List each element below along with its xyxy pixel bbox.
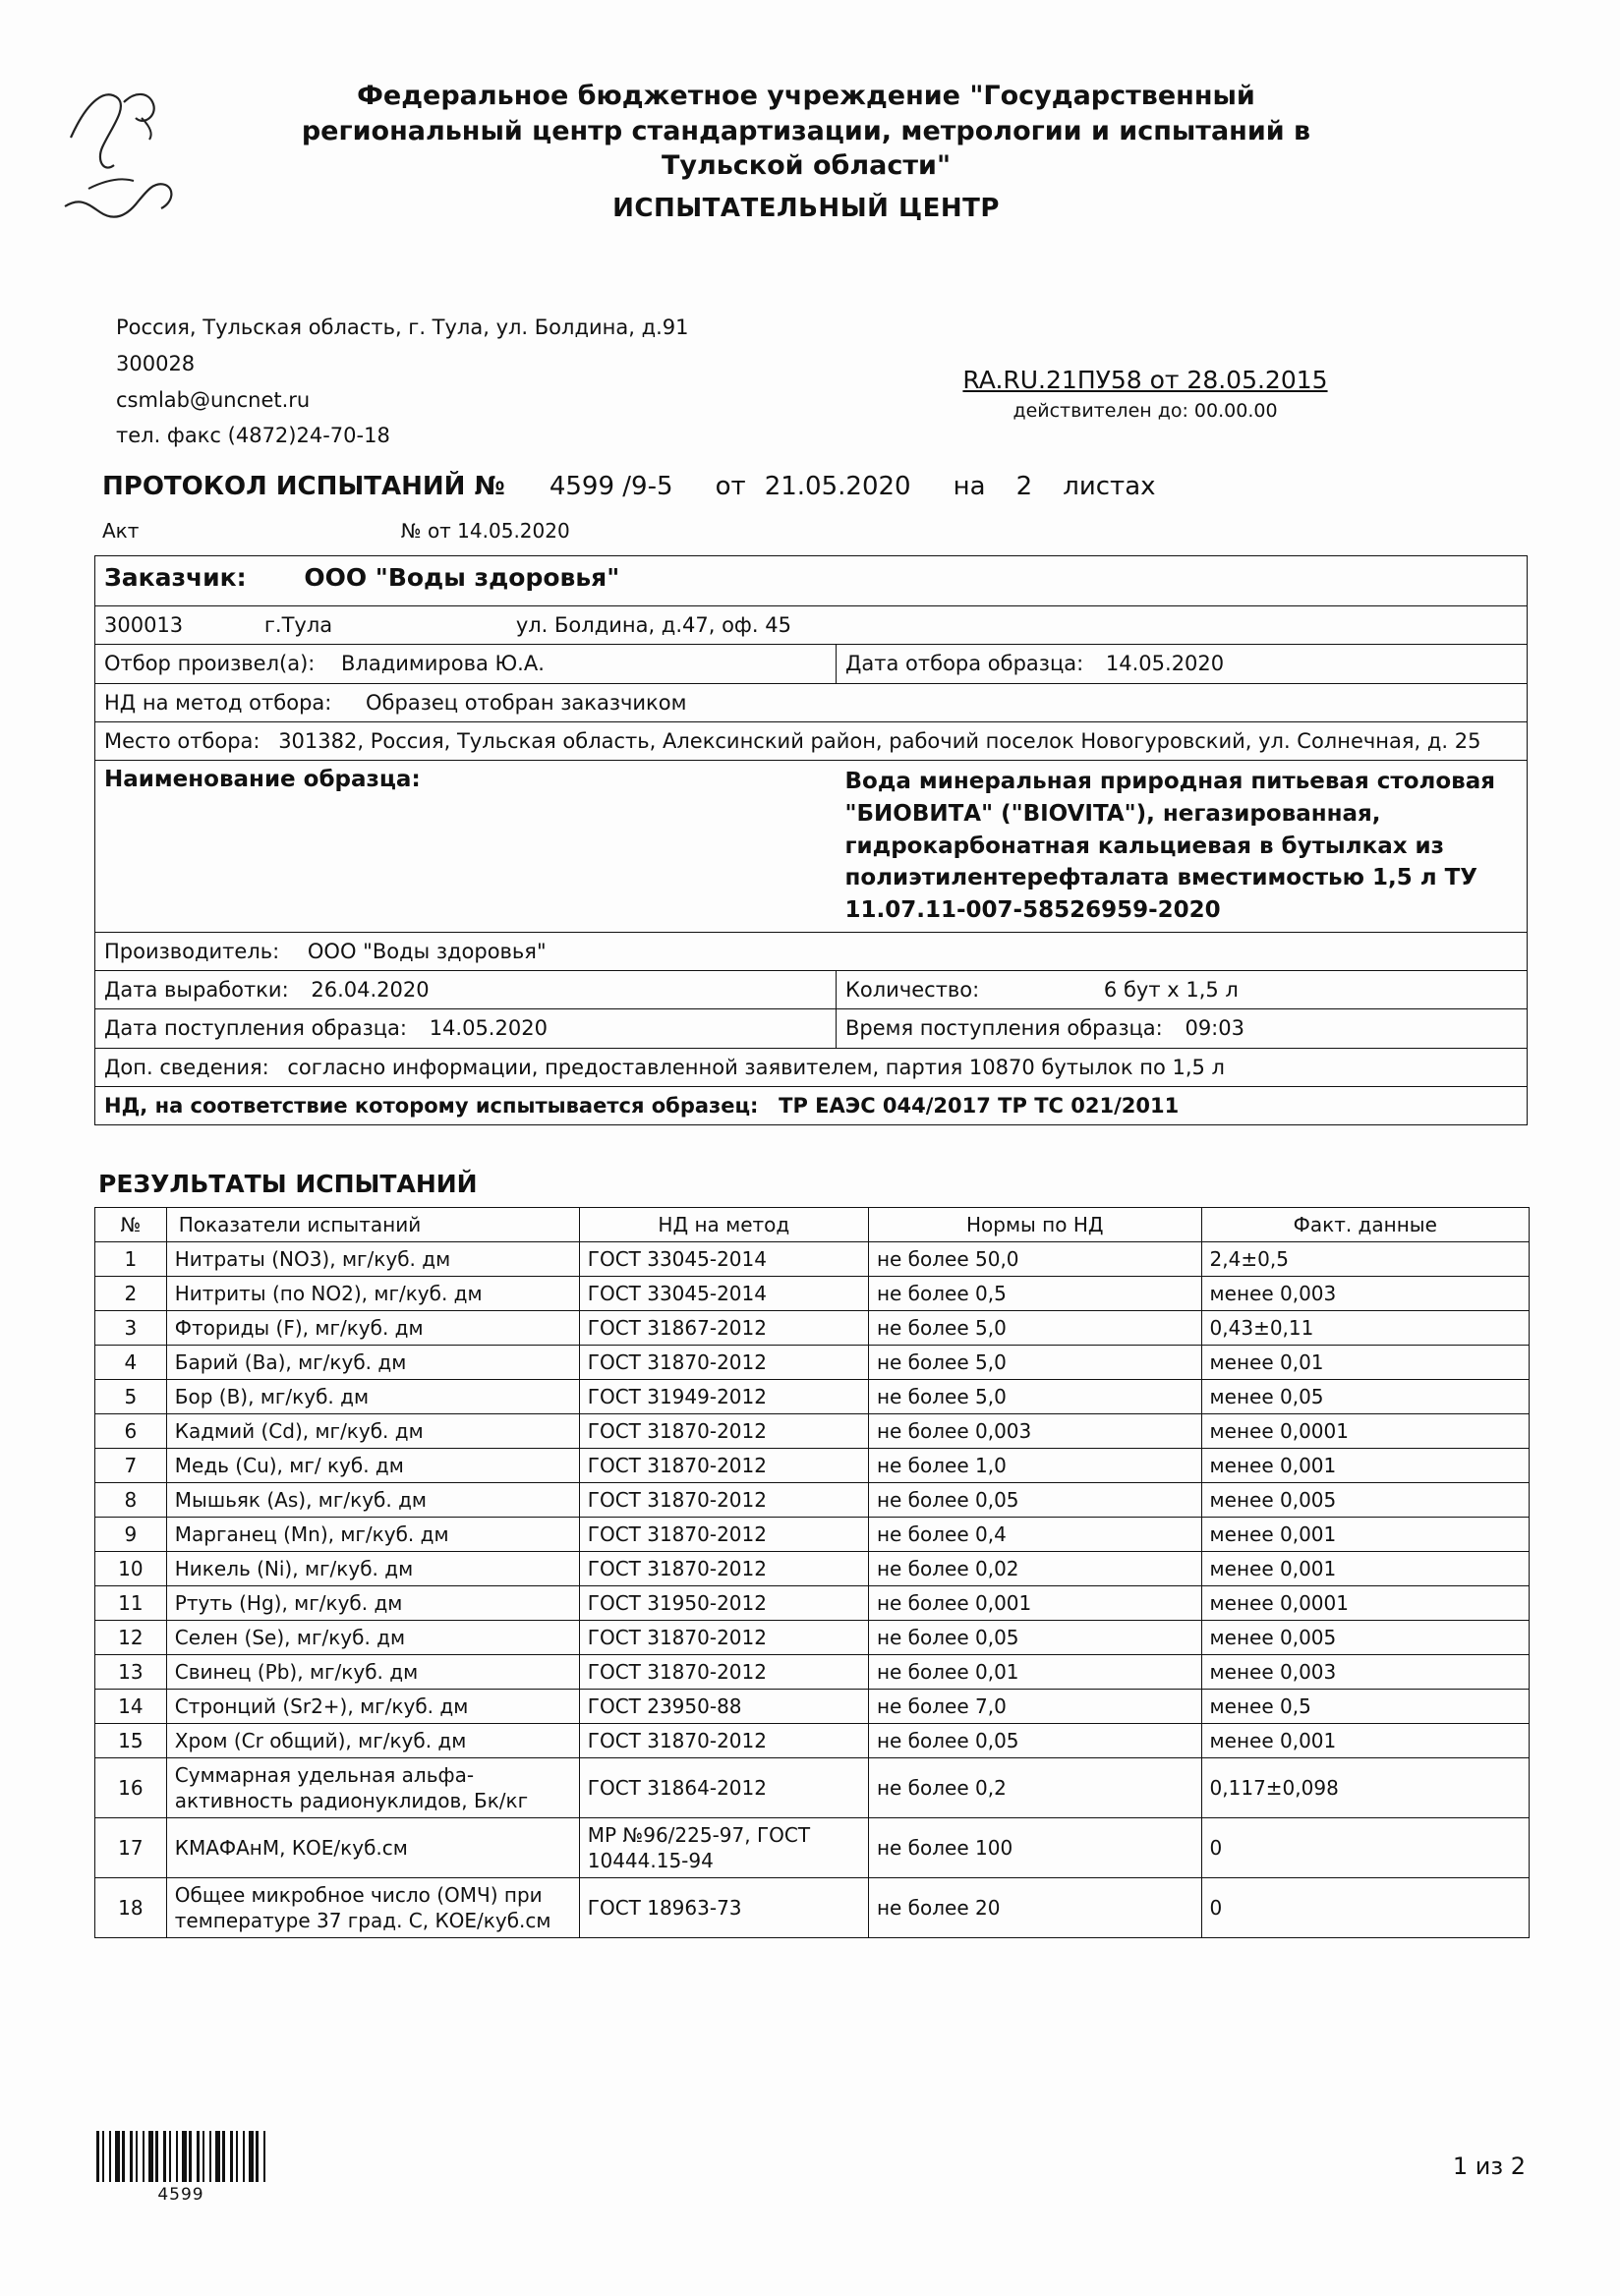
- cell-idx: 4: [95, 1346, 167, 1380]
- column-header-norm: Нормы по НД: [868, 1208, 1201, 1242]
- cell-name: Селен (Se), мг/куб. дм: [166, 1621, 579, 1655]
- cell-norm: не более 100: [868, 1818, 1201, 1878]
- cell-fact: менее 0,0001: [1201, 1586, 1529, 1621]
- cell-name: Фториды (F), мг/куб. дм: [166, 1311, 579, 1346]
- table-row: [95, 1758, 1530, 1818]
- arrival-date-label: Дата поступления образца:: [104, 1016, 407, 1041]
- cell-name: Марганец (Mn), мг/куб. дм: [166, 1518, 579, 1552]
- address-block: [116, 310, 688, 454]
- cell-idx: 14: [95, 1690, 167, 1724]
- cell-name: Свинец (Pb), мг/куб. дм: [166, 1655, 579, 1690]
- cell-name: Бор (B), мг/куб. дм: [166, 1380, 579, 1414]
- cell-norm: не более 0,02: [868, 1552, 1201, 1586]
- table-row: [95, 1878, 1530, 1938]
- nd-method-value: Образец отобран заказчиком: [366, 690, 687, 715]
- cell-name: Стронций (Sr2+), мг/куб. дм: [166, 1690, 579, 1724]
- org-line-3: Тульской области": [661, 150, 952, 182]
- protocol-date-prefix: от: [715, 472, 746, 501]
- table-row: [95, 1724, 1530, 1758]
- cell-name: Нитраты (NO3), мг/куб. дм: [166, 1242, 579, 1277]
- barcode-number: 4599: [157, 2185, 204, 2205]
- extra-label: Доп. сведения:: [104, 1055, 269, 1079]
- sample-name-label: Наименование образца:: [104, 767, 421, 793]
- cell-norm: не более 1,0: [868, 1449, 1201, 1483]
- place-label: Место отбора:: [104, 729, 260, 754]
- protocol-sheets: 2: [1015, 472, 1033, 501]
- cell-name: КМАФАнМ, КОЕ/куб.см: [166, 1818, 579, 1878]
- cell-name: Суммарная удельная альфа-активность радионуклидов, Бк/кг: [166, 1758, 579, 1818]
- cell-norm: не более 0,003: [868, 1414, 1201, 1449]
- customer-city: г.Тула: [263, 613, 333, 637]
- arrival-time-label: Время поступления образца:: [845, 1016, 1163, 1041]
- address-email: csmlab@uncnet.ru: [116, 387, 311, 412]
- protocol-sheets-prefix: на: [953, 472, 986, 501]
- cell-name: Никель (Ni), мг/куб. дм: [166, 1552, 579, 1586]
- cell-name: Хром (Cr общий), мг/куб. дм: [166, 1724, 579, 1758]
- akt-line: [102, 519, 570, 543]
- quantity-value: 6 бут х 1,5 л: [1103, 978, 1239, 1002]
- extra-value: согласно информации, предоставленной заявителем, партия 10870 бутылок по 1,5 л: [287, 1055, 1225, 1079]
- cell-meth: ГОСТ 33045-2014: [579, 1277, 868, 1311]
- accreditation-block: [914, 366, 1376, 422]
- conformity-value: ТР ЕАЭС 044/2017 ТР ТС 021/2011: [779, 1094, 1180, 1119]
- sampler-value: Владимирова Ю.А.: [341, 652, 545, 676]
- cell-name: Мышьяк (As), мг/куб. дм: [166, 1483, 579, 1518]
- table-row-producer: [95, 932, 1528, 970]
- quantity-label: Количество:: [845, 978, 980, 1002]
- producer-value: ООО "Воды здоровья": [307, 939, 547, 963]
- cell-name: Ртуть (Hg), мг/куб. дм: [166, 1586, 579, 1621]
- table-row: [95, 1586, 1530, 1621]
- cell-norm: не более 0,001: [868, 1586, 1201, 1621]
- cell-norm: не более 20: [868, 1878, 1201, 1938]
- table-row-extra: [95, 1048, 1528, 1086]
- protocol-number: 4599 /9-5: [549, 472, 673, 501]
- cell-meth: МР №96/225-97, ГОСТ 10444.15-94: [579, 1818, 868, 1878]
- nd-method-label: НД на метод отбора:: [104, 690, 332, 715]
- column-header-method: НД на метод: [579, 1208, 868, 1242]
- table-row: [95, 1242, 1530, 1277]
- cell-fact: менее 0,005: [1201, 1483, 1529, 1518]
- cell-meth: ГОСТ 31870-2012: [579, 1724, 868, 1758]
- sampler-label: Отбор произвел(а):: [104, 652, 316, 676]
- cell-fact: менее 0,0001: [1201, 1414, 1529, 1449]
- cell-meth: ГОСТ 33045-2014: [579, 1242, 868, 1277]
- sample-info-table: [94, 555, 1528, 1125]
- cell-fact: менее 0,5: [1201, 1690, 1529, 1724]
- table-row: [95, 1346, 1530, 1380]
- make-date-label: Дата выработки:: [104, 978, 289, 1002]
- customer-value: ООО "Воды здоровья": [304, 563, 620, 592]
- cell-fact: менее 0,005: [1201, 1621, 1529, 1655]
- cell-norm: не более 0,4: [868, 1518, 1201, 1552]
- cell-fact: менее 0,001: [1201, 1552, 1529, 1586]
- table-row: [95, 1655, 1530, 1690]
- customer-street: ул. Болдина, д.47, оф. 45: [515, 613, 791, 637]
- cell-fact: менее 0,001: [1201, 1518, 1529, 1552]
- cell-meth: ГОСТ 31949-2012: [579, 1380, 868, 1414]
- cell-idx: 12: [95, 1621, 167, 1655]
- table-row-place: [95, 722, 1528, 761]
- protocol-label: ПРОТОКОЛ ИСПЫТАНИЙ №: [102, 472, 505, 501]
- cell-meth: ГОСТ 31870-2012: [579, 1483, 868, 1518]
- akt-label: Акт: [102, 519, 140, 543]
- cell-fact: менее 0,001: [1201, 1724, 1529, 1758]
- cell-meth: ГОСТ 31870-2012: [579, 1414, 868, 1449]
- cell-idx: 9: [95, 1518, 167, 1552]
- cell-idx: 17: [95, 1818, 167, 1878]
- table-row: [95, 1483, 1530, 1518]
- cell-name: Общее микробное число (ОМЧ) при температуре 37 град. С, КОЕ/куб.см: [166, 1878, 579, 1938]
- cell-idx: 10: [95, 1552, 167, 1586]
- sample-date-value: 14.05.2020: [1105, 652, 1225, 676]
- accreditation-valid-until: действителен до: 00.00.00: [1012, 400, 1278, 422]
- cell-norm: не более 5,0: [868, 1346, 1201, 1380]
- cell-fact: 0,43±0,11: [1201, 1311, 1529, 1346]
- customer-zip: 300013: [104, 613, 184, 637]
- table-row-customer-address: [95, 606, 1528, 645]
- arrival-time-value: 09:03: [1185, 1016, 1244, 1041]
- table-row: [95, 1818, 1530, 1878]
- cell-norm: не более 5,0: [868, 1380, 1201, 1414]
- producer-label: Производитель:: [104, 939, 280, 963]
- cell-fact: менее 0,001: [1201, 1449, 1529, 1483]
- column-header-index: №: [95, 1208, 167, 1242]
- cell-idx: 16: [95, 1758, 167, 1818]
- cell-name: Барий (Ba), мг/куб. дм: [166, 1346, 579, 1380]
- table-row: [95, 1621, 1530, 1655]
- barcode: [96, 2131, 265, 2205]
- cell-idx: 13: [95, 1655, 167, 1690]
- table-row: [95, 1690, 1530, 1724]
- cell-name: Нитриты (по NO2), мг/куб. дм: [166, 1277, 579, 1311]
- protocol-date: 21.05.2020: [764, 472, 911, 501]
- cell-idx: 2: [95, 1277, 167, 1311]
- cell-norm: не более 0,05: [868, 1483, 1201, 1518]
- cell-norm: не более 0,2: [868, 1758, 1201, 1818]
- cell-idx: 5: [95, 1380, 167, 1414]
- cell-norm: не более 0,05: [868, 1724, 1201, 1758]
- customer-label: Заказчик:: [104, 563, 247, 592]
- org-line-4: ИСПЫТАТЕЛЬНЫЙ ЦЕНТР: [612, 193, 1000, 223]
- cell-fact: 0: [1201, 1818, 1529, 1878]
- address-zip: 300028: [116, 351, 196, 375]
- cell-fact: менее 0,003: [1201, 1655, 1529, 1690]
- protocol-line: [102, 472, 1156, 501]
- akt-value: № от 14.05.2020: [400, 519, 570, 543]
- cell-norm: не более 0,5: [868, 1277, 1201, 1311]
- results-table: [94, 1207, 1530, 1938]
- place-value: 301382, Россия, Тульская область, Алексинский район, рабочий поселок Новогуровский, ул. Солнечная, д. 25: [278, 729, 1481, 754]
- table-row: [95, 1414, 1530, 1449]
- accreditation-number: RA.RU.21ПУ58 от 28.05.2015: [962, 366, 1328, 394]
- table-row-sampler: [95, 645, 1528, 683]
- cell-norm: не более 0,01: [868, 1655, 1201, 1690]
- cell-meth: ГОСТ 31950-2012: [579, 1586, 868, 1621]
- cell-meth: ГОСТ 31870-2012: [579, 1449, 868, 1483]
- address-phone: тел. факс (4872)24-70-18: [116, 424, 390, 448]
- cell-norm: не более 0,05: [868, 1621, 1201, 1655]
- table-row: [95, 1380, 1530, 1414]
- column-header-indicator: Показатели испытаний: [166, 1208, 579, 1242]
- cell-meth: ГОСТ 31864-2012: [579, 1758, 868, 1818]
- cell-fact: менее 0,05: [1201, 1380, 1529, 1414]
- cell-idx: 1: [95, 1242, 167, 1277]
- cell-meth: ГОСТ 31870-2012: [579, 1655, 868, 1690]
- cell-meth: ГОСТ 18963-73: [579, 1878, 868, 1938]
- cell-meth: ГОСТ 31870-2012: [579, 1518, 868, 1552]
- table-row: [95, 1311, 1530, 1346]
- table-row-sample-name: [95, 761, 1528, 932]
- arrival-date-value: 14.05.2020: [429, 1016, 548, 1041]
- organization-header: [167, 79, 1445, 225]
- cell-idx: 6: [95, 1414, 167, 1449]
- address-line-1: Россия, Тульская область, г. Тула, ул. Болдина, д.91: [116, 316, 689, 339]
- cell-idx: 15: [95, 1724, 167, 1758]
- cell-name: Медь (Cu), мг/ куб. дм: [166, 1449, 579, 1483]
- barcode-bars: [96, 2131, 265, 2182]
- org-line-1: Федеральное бюджетное учреждение "Государственный: [357, 81, 1255, 111]
- cell-meth: ГОСТ 31870-2012: [579, 1346, 868, 1380]
- table-row-nd-method: [95, 683, 1528, 721]
- table-row-make-date: [95, 971, 1528, 1009]
- cell-norm: не более 7,0: [868, 1690, 1201, 1724]
- table-row: [95, 1518, 1530, 1552]
- cell-idx: 7: [95, 1449, 167, 1483]
- table-row: [95, 1449, 1530, 1483]
- sample-date-label: Дата отбора образца:: [845, 652, 1084, 676]
- cell-meth: ГОСТ 23950-88: [579, 1690, 868, 1724]
- cell-name: Кадмий (Cd), мг/куб. дм: [166, 1414, 579, 1449]
- cell-idx: 8: [95, 1483, 167, 1518]
- cell-fact: 2,4±0,5: [1201, 1242, 1529, 1277]
- cell-norm: не более 5,0: [868, 1311, 1201, 1346]
- cell-idx: 18: [95, 1878, 167, 1938]
- cell-meth: ГОСТ 31867-2012: [579, 1311, 868, 1346]
- table-row-customer: [95, 556, 1528, 606]
- results-header-row: [95, 1208, 1530, 1242]
- org-line-2: региональный центр стандартизации, метрологии и испытаний в: [301, 115, 1311, 146]
- make-date-value: 26.04.2020: [311, 978, 430, 1002]
- cell-fact: 0: [1201, 1878, 1529, 1938]
- protocol-sheets-suffix: листах: [1063, 472, 1156, 501]
- cell-idx: 3: [95, 1311, 167, 1346]
- cell-norm: не более 50,0: [868, 1242, 1201, 1277]
- table-row-conformity: [95, 1087, 1528, 1125]
- cell-meth: ГОСТ 31870-2012: [579, 1552, 868, 1586]
- table-row: [95, 1552, 1530, 1586]
- conformity-label: НД, на соответствие которому испытывается образец:: [104, 1094, 759, 1119]
- column-header-fact: Факт. данные: [1201, 1208, 1529, 1242]
- cell-idx: 11: [95, 1586, 167, 1621]
- sample-name-value: Вода минеральная природная питьевая столовая "БИОВИТА" ("BIOVITA"), негазированная, гидрокарбонатная кальциевая в бутылках из полиэтилентерефталата вместимостью 1,5 л ТУ 11.07.11-007-58526959-2020: [844, 769, 1495, 923]
- cell-meth: ГОСТ 31870-2012: [579, 1621, 868, 1655]
- page-number: 1 из 2: [1452, 2152, 1526, 2180]
- cell-fact: 0,117±0,098: [1201, 1758, 1529, 1818]
- table-row-arrival: [95, 1009, 1528, 1048]
- cell-fact: менее 0,003: [1201, 1277, 1529, 1311]
- results-title: РЕЗУЛЬТАТЫ ИСПЫТАНИЙ: [98, 1170, 478, 1198]
- cell-fact: менее 0,01: [1201, 1346, 1529, 1380]
- table-row: [95, 1277, 1530, 1311]
